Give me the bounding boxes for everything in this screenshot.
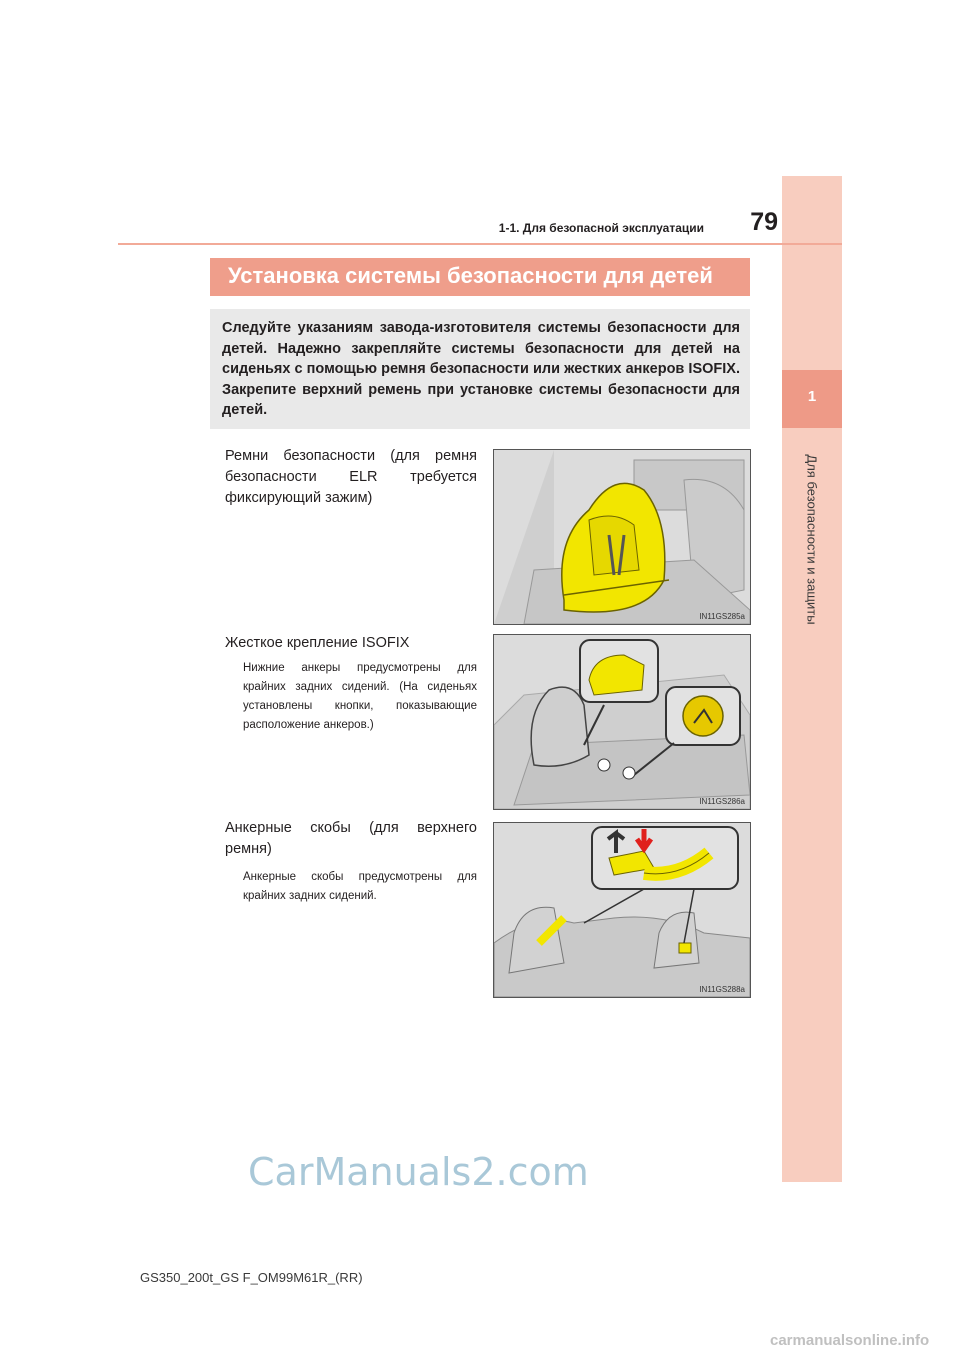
item-tether-title: Анкерные скобы (для верхнего ремня) [225, 820, 477, 857]
figure-tether-anchor-brackets [493, 822, 751, 998]
figure-seatbelt-child-seat [493, 449, 751, 625]
watermark-carmanuals: CarManuals2.com [248, 1150, 589, 1194]
figure-code: IN11GS288a [699, 985, 745, 994]
figure-isofix-anchors [493, 634, 751, 810]
item-seatbelt-title: Ремни безопасности (для ремня безопасности ELR требуется фиксирующий зажим) [225, 448, 477, 506]
side-tab [782, 176, 842, 1182]
header-divider [118, 243, 842, 245]
item-isofix-title: Жесткое крепление ISOFIX [225, 635, 410, 651]
watermark-site: carmanualsonline.info [770, 1332, 930, 1349]
side-tab-label: Для безопасности и защиты [804, 454, 820, 625]
item-tether-note: Анкерные скобы предусмотрены для крайних задних сидений. [243, 871, 477, 902]
item-isofix-note: Нижние анкеры предусмотрены для крайних задних сидений. (На сиденьях установлены кнопки, показывающие расположение анкеров.) [243, 662, 477, 731]
intro-text: Следуйте указаниям завода-изготовителя системы безопасности для детей. Надежно закрепляйте системы безопасности для детей на сиденьях с помощью ремня безопасности или жестких анкеров ISOFIX. Закрепите верхний ремень при установке системы безопасности для детей. [222, 320, 740, 418]
figure-code: IN11GS285a [699, 612, 745, 621]
page-title: Установка системы безопасности для детей [228, 263, 713, 288]
page-number: 79 [750, 208, 778, 236]
side-tab-number: 1 [807, 388, 817, 405]
footer-model-code: GS350_200t_GS F_OM99M61R_(RR) [140, 1270, 363, 1285]
section-title: 1-1. Для безопасной эксплуатации [498, 221, 704, 235]
figure-code: IN11GS286a [699, 797, 745, 806]
